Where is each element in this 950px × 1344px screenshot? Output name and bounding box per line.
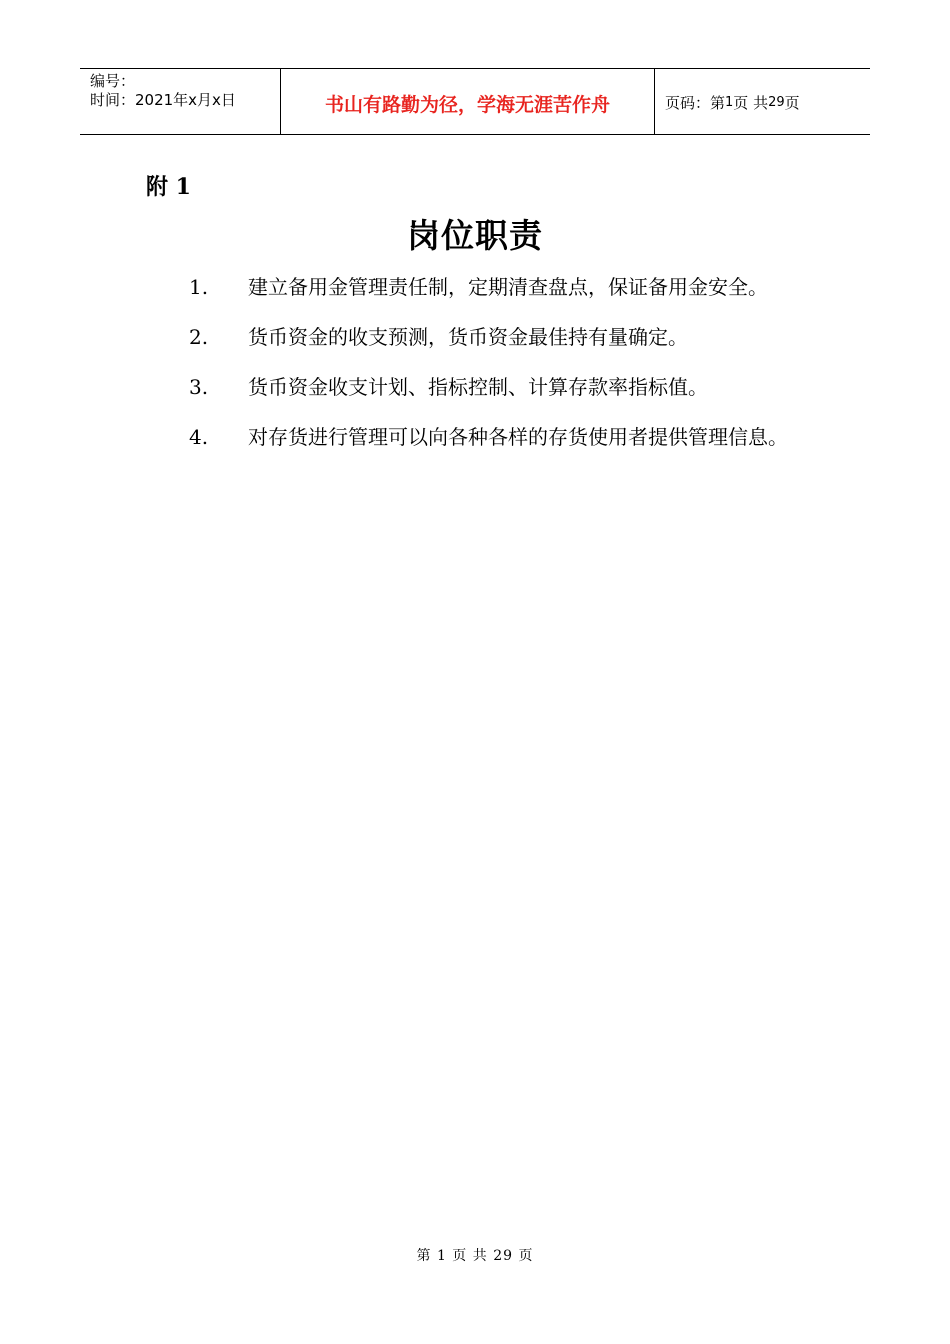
list-item-index: 1.: [189, 275, 209, 299]
list-item: [0, 262, 950, 312]
page-prefix: 页码：第: [665, 94, 726, 112]
list-item-index: 4.: [189, 425, 209, 449]
header-left-cell: [80, 69, 281, 134]
list-item-index: 3.: [189, 375, 209, 399]
list-item: [0, 412, 950, 462]
header-motto: 书山有路勤为径，学海无涯苦作舟: [281, 69, 655, 134]
page-footer: 第 1 页 共 29 页: [416, 1248, 534, 1264]
list-item-index: 2.: [189, 325, 209, 349]
list-item-text: 货币资金的收支预测，货币资金最佳持有量确定。: [248, 325, 688, 349]
page-total: 29: [768, 95, 785, 110]
document-header: [80, 68, 870, 135]
list-item-text: 货币资金收支计划、指标控制、计算存款率指标值。: [248, 375, 708, 399]
page-mid: 页 共: [733, 94, 769, 112]
list-item-text: 对存货进行管理可以向各种各样的存货使用者提供管理信息。: [248, 425, 788, 449]
page-suffix: 页: [784, 94, 800, 112]
page-title: 岗位职责: [407, 216, 543, 255]
header-page-indicator: [655, 69, 870, 134]
list-item: [0, 362, 950, 412]
list-item: [0, 312, 950, 362]
time-label: 时间：2021年x月x日: [90, 91, 236, 109]
list-item-text: 建立备用金管理责任制，定期清查盘点，保证备用金安全。: [248, 275, 768, 299]
duty-list: [0, 262, 950, 462]
number-label: 编号：: [90, 72, 136, 90]
page-current: 1: [725, 95, 734, 110]
appendix-label: 附 1: [146, 174, 191, 200]
